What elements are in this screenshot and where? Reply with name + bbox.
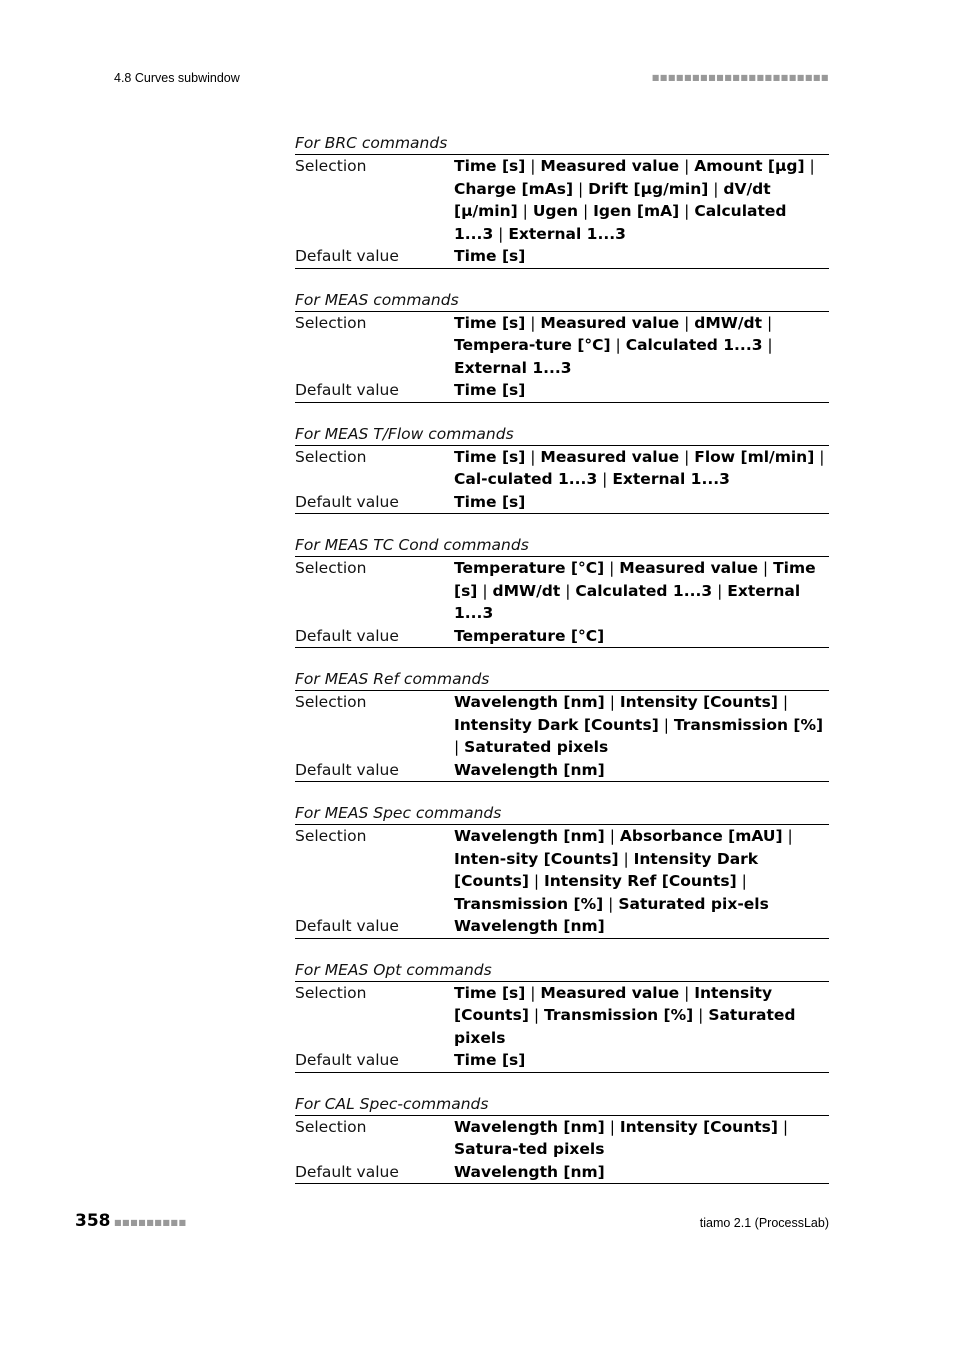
command-section xyxy=(295,133,829,269)
value-separator: | xyxy=(618,849,634,868)
value-option: Drift [µg/min] xyxy=(588,179,709,198)
value-separator: | xyxy=(777,693,789,711)
value-separator: | xyxy=(525,157,541,175)
value-option: External 1...3 xyxy=(454,358,572,377)
row-value xyxy=(454,825,829,915)
command-section xyxy=(295,803,829,939)
running-header-section: 4.8 Curves subwindow xyxy=(114,71,240,85)
row-label: Default value xyxy=(295,1051,399,1069)
value-option: Time [s] xyxy=(454,447,526,466)
row-label: Selection xyxy=(295,313,367,332)
value-option: Calculated 1...3 xyxy=(575,581,713,600)
section-rows xyxy=(295,825,829,939)
row-label: Selection xyxy=(295,1117,367,1136)
table-row xyxy=(295,1161,829,1184)
row-value xyxy=(454,491,829,514)
section-rows xyxy=(295,312,829,403)
value-option: Time [s] xyxy=(454,313,526,332)
value-separator: | xyxy=(782,827,793,845)
value-option: Wavelength [nm] xyxy=(454,760,605,779)
value-option: Saturated pix-els xyxy=(618,894,769,913)
value-option: Flow [ml/min] xyxy=(694,447,815,466)
value-separator: | xyxy=(777,1117,789,1136)
section-rows xyxy=(295,446,829,515)
value-separator: | xyxy=(679,313,695,332)
value-option: Amount [µg] xyxy=(694,157,805,175)
row-value xyxy=(454,446,829,491)
value-option: Intensity Dark [Counts] xyxy=(454,715,659,734)
value-option: Intensity [Counts] xyxy=(619,693,778,711)
value-separator: | xyxy=(693,1006,709,1024)
value-separator: | xyxy=(603,894,619,913)
section-rows xyxy=(295,982,829,1073)
section-title: For MEAS Ref commands xyxy=(295,669,829,691)
section-title: For MEAS Spec commands xyxy=(295,803,829,825)
row-value xyxy=(454,759,829,782)
value-option: Inten-sity [Counts] xyxy=(454,849,619,868)
value-option: Transmission [%] xyxy=(543,1006,694,1024)
value-separator: | xyxy=(712,581,728,600)
value-separator: | xyxy=(758,559,774,577)
row-value xyxy=(454,155,829,245)
value-separator: | xyxy=(604,559,620,577)
row-label: Default value xyxy=(295,247,399,265)
table-row xyxy=(295,1049,829,1072)
value-option: Temperature [°C] xyxy=(454,559,605,577)
value-separator: | xyxy=(517,202,533,220)
value-option: Intensity [Counts] xyxy=(619,1117,778,1136)
section-title: For MEAS TC Cond commands xyxy=(295,535,829,557)
value-separator: | xyxy=(762,313,773,332)
value-option: Wavelength [nm] xyxy=(454,1162,605,1181)
value-option: Satura-ted pixels xyxy=(454,1140,605,1158)
command-section xyxy=(295,290,829,403)
section-rows xyxy=(295,557,829,648)
value-option: Calculated 1...3 xyxy=(625,336,763,354)
value-separator: | xyxy=(525,313,541,332)
footer-dots: ■■■■■■■■■ xyxy=(114,1218,187,1227)
row-label: Default value xyxy=(295,381,399,399)
row-label: Default value xyxy=(295,1162,399,1181)
row-label: Selection xyxy=(295,693,367,711)
value-separator: | xyxy=(454,738,465,756)
row-label: Selection xyxy=(295,447,367,466)
page-number: 358 xyxy=(75,1211,111,1231)
row-label: Selection xyxy=(295,157,367,175)
command-section xyxy=(295,424,829,515)
section-title: For CAL Spec-commands xyxy=(295,1094,829,1116)
row-label: Default value xyxy=(295,626,399,645)
section-rows xyxy=(295,1116,829,1185)
section-rows xyxy=(295,155,829,269)
section-title: For MEAS T/Flow commands xyxy=(295,424,829,446)
section-title: For MEAS commands xyxy=(295,290,829,312)
value-option: Time [s] xyxy=(454,492,526,511)
value-option: Charge [mAs] xyxy=(454,179,574,198)
command-section xyxy=(295,960,829,1073)
row-value xyxy=(454,982,829,1050)
command-section xyxy=(295,535,829,648)
section-title: For BRC commands xyxy=(295,133,829,155)
value-option: Saturated pixels xyxy=(454,1006,796,1047)
table-row xyxy=(295,691,829,759)
value-separator: | xyxy=(573,179,589,198)
value-separator: | xyxy=(560,581,576,600)
table-row xyxy=(295,379,829,402)
value-option: Measured value xyxy=(619,559,758,577)
value-option: Intensity Dark [Counts] xyxy=(454,849,759,890)
value-separator: | xyxy=(804,157,815,175)
value-option: Wavelength [nm] xyxy=(454,827,605,845)
value-option: Absorbance [mAU] xyxy=(619,827,783,845)
value-separator: | xyxy=(578,202,594,220)
value-separator: | xyxy=(679,157,695,175)
section-title: For MEAS Opt commands xyxy=(295,960,829,982)
row-label: Selection xyxy=(295,983,367,1002)
value-separator: | xyxy=(528,1006,544,1024)
value-separator: | xyxy=(736,872,747,890)
value-separator: | xyxy=(708,179,724,198)
value-separator: | xyxy=(679,983,695,1002)
row-value xyxy=(454,625,829,648)
row-label: Default value xyxy=(295,492,399,511)
row-value xyxy=(454,1116,829,1161)
value-option: Measured value xyxy=(540,447,680,466)
table-row xyxy=(295,982,829,1050)
value-separator: | xyxy=(604,1117,620,1136)
table-row xyxy=(295,557,829,625)
table-row xyxy=(295,625,829,648)
value-option: Measured value xyxy=(540,983,680,1002)
command-section xyxy=(295,1094,829,1185)
row-label: Selection xyxy=(295,559,367,577)
value-option: Time [s] xyxy=(454,157,526,175)
value-separator: | xyxy=(477,581,493,600)
value-option: Calculated 1...3 xyxy=(454,202,787,243)
row-value xyxy=(454,245,829,268)
value-option: Wavelength [nm] xyxy=(454,693,605,711)
row-value xyxy=(454,915,829,938)
value-option: Transmission [%] xyxy=(673,715,824,734)
value-separator: | xyxy=(762,336,773,354)
running-header-dots: ■■■■■■■■■■■■■■■■■■■■■■ xyxy=(651,73,829,82)
row-value xyxy=(454,691,829,759)
value-option: Time [s] xyxy=(454,559,816,600)
table-row xyxy=(295,1116,829,1161)
value-separator: | xyxy=(679,202,695,220)
value-option: Measured value xyxy=(540,313,680,332)
value-option: Intensity Ref [Counts] xyxy=(543,872,737,890)
value-separator: | xyxy=(610,336,626,354)
value-option: External 1...3 xyxy=(508,224,626,243)
value-option: External 1...3 xyxy=(454,581,801,622)
row-label: Default value xyxy=(295,917,399,935)
value-separator: | xyxy=(597,470,613,488)
row-value xyxy=(454,557,829,625)
table-row xyxy=(295,446,829,491)
value-option: Ugen xyxy=(532,202,579,220)
row-value xyxy=(454,1049,829,1072)
value-separator: | xyxy=(604,693,620,711)
footer-product: tiamo 2.1 (ProcessLab) xyxy=(699,1216,829,1230)
value-option: Cal-culated 1...3 xyxy=(454,470,598,488)
table-row xyxy=(295,491,829,514)
section-rows xyxy=(295,691,829,782)
command-tables xyxy=(295,133,829,1205)
table-row xyxy=(295,312,829,380)
value-option: Time [s] xyxy=(454,247,526,265)
row-value xyxy=(454,312,829,380)
value-separator: | xyxy=(604,827,620,845)
row-value xyxy=(454,1161,829,1184)
row-label: Default value xyxy=(295,760,399,779)
value-separator: | xyxy=(525,447,541,466)
value-separator: | xyxy=(658,715,674,734)
value-option: Saturated pixels xyxy=(464,738,609,756)
value-option: Measured value xyxy=(540,157,680,175)
value-option: Time [s] xyxy=(454,381,526,399)
table-row xyxy=(295,759,829,782)
value-option: Intensity [Counts] xyxy=(454,983,773,1024)
value-separator: | xyxy=(528,872,544,890)
table-row xyxy=(295,825,829,915)
value-option: Wavelength [nm] xyxy=(454,1117,605,1136)
value-option: External 1...3 xyxy=(612,470,730,488)
value-option: Tempera-ture [°C] xyxy=(454,336,611,354)
value-option: dMW/dt xyxy=(492,581,561,600)
value-separator: | xyxy=(493,224,509,243)
table-row xyxy=(295,155,829,245)
row-value xyxy=(454,379,829,402)
command-section xyxy=(295,669,829,782)
table-row xyxy=(295,915,829,938)
value-option: Temperature [°C] xyxy=(454,626,605,645)
value-separator: | xyxy=(814,447,825,466)
value-option: Time [s] xyxy=(454,1051,526,1069)
value-separator: | xyxy=(679,447,695,466)
row-label: Selection xyxy=(295,827,367,845)
table-row xyxy=(295,245,829,268)
value-option: Time [s] xyxy=(454,983,526,1002)
value-option: Transmission [%] xyxy=(454,894,604,913)
value-separator: | xyxy=(525,983,541,1002)
value-option: Wavelength [nm] xyxy=(454,917,605,935)
value-option: dV/dt [µ/min] xyxy=(454,179,771,220)
value-option: dMW/dt xyxy=(694,313,763,332)
value-option: Igen [mA] xyxy=(593,202,680,220)
